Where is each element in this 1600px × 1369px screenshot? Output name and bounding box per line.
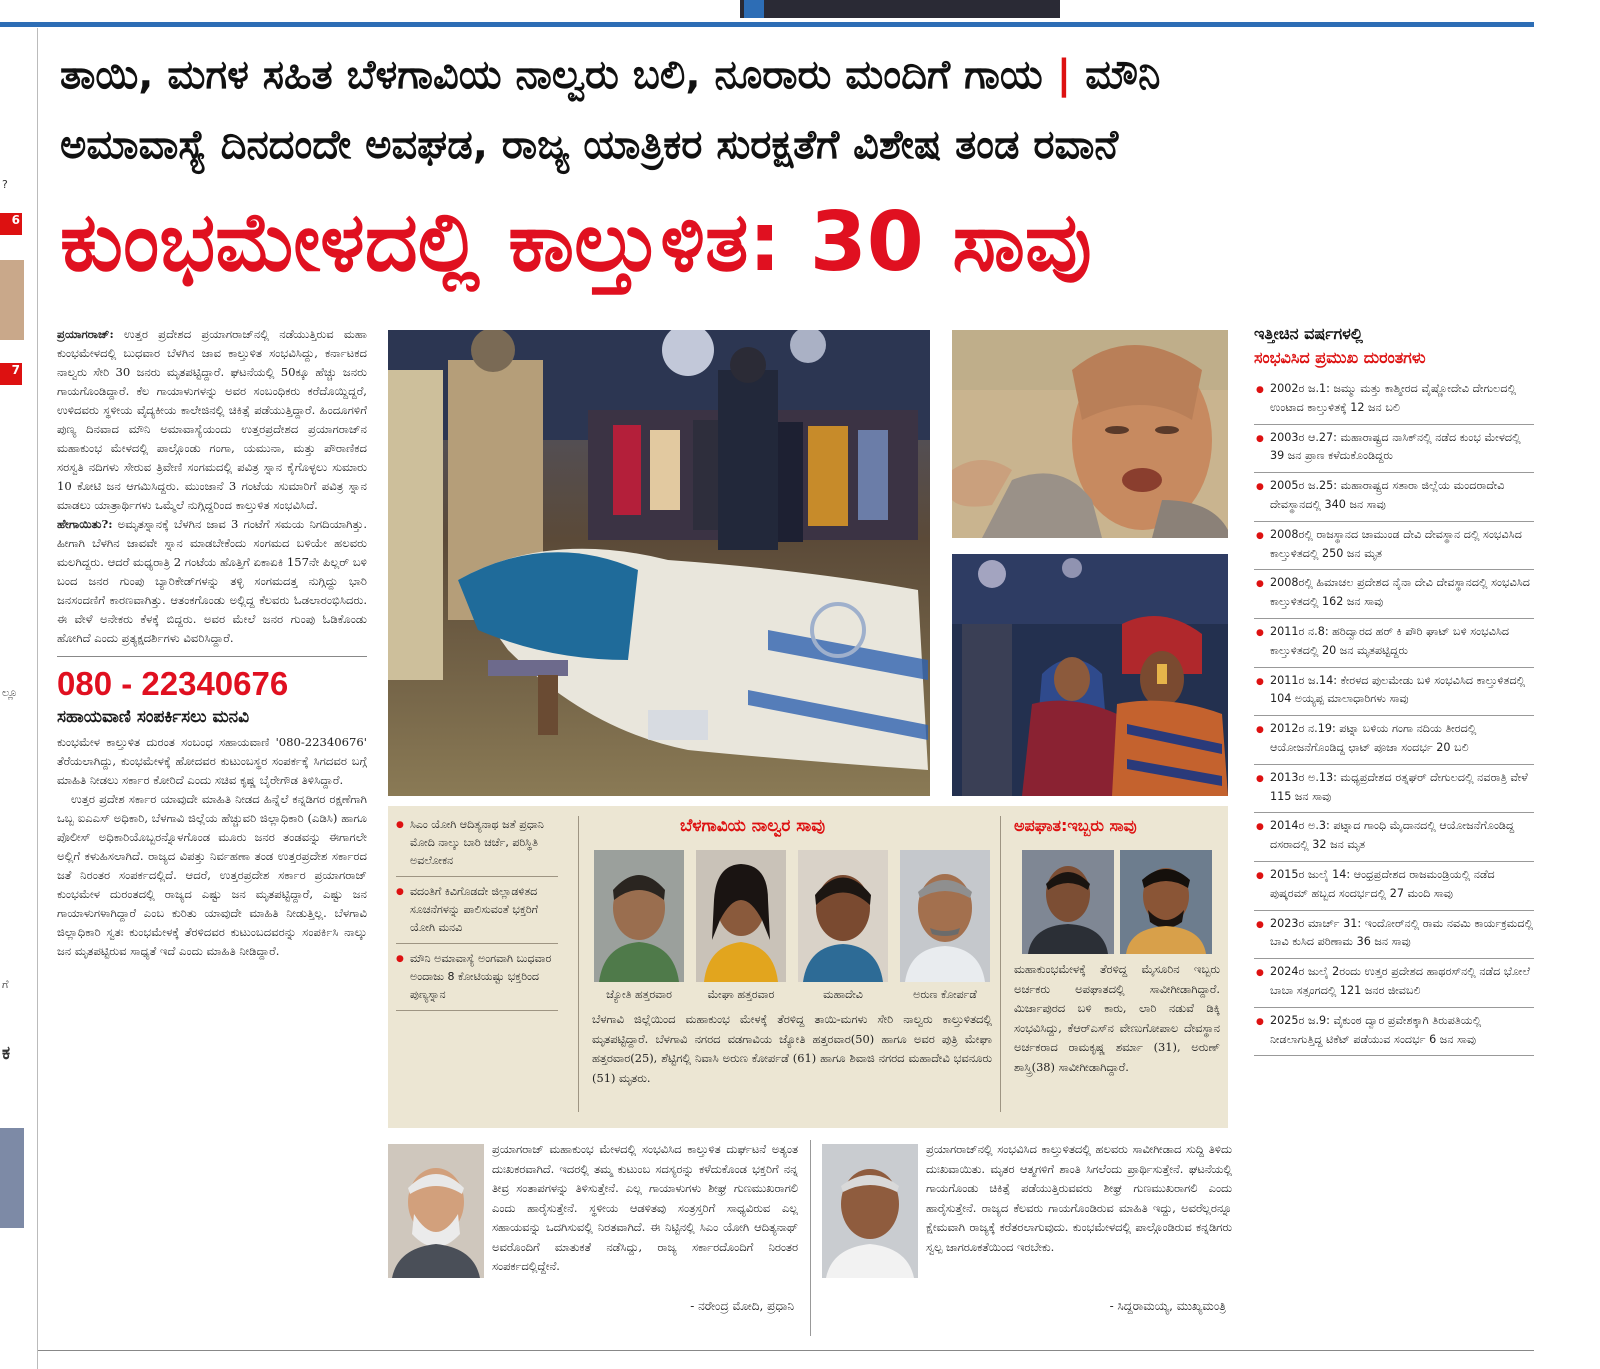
stampede-scene-photo bbox=[388, 330, 930, 796]
left-fragment: ಕ bbox=[2, 1043, 11, 1064]
priest-photo bbox=[1120, 850, 1212, 954]
victim-photo bbox=[594, 850, 684, 982]
tragedy-item: ● 2025ರ ಜ.9: ವೈಕುಂಠ ದ್ವಾರ ಪ್ರವೇಶಕ್ಕಾಗಿ ತಿರುಪತಿಯಲ್ಲಿ ನೀಡಲಾಗುತ್ತಿದ್ದ ಟಿಕೆಟ್ ಪಡೆಯುವ ಸಂದರ್ಭ 6 ಜನ ಸಾವು bbox=[1254, 1008, 1534, 1057]
top-masthead-strip bbox=[0, 0, 1600, 28]
priest-portrait-icon bbox=[1022, 850, 1114, 954]
story-paragraph bbox=[57, 325, 367, 515]
tragedy-item: ● 2005ರ ಜ.25: ಮಹಾರಾಷ್ಟ್ರದ ಸತಾರಾ ಜಿಲ್ಲೆಯ ಮಂದರಾದೇವಿ ದೇವಸ್ಥಾನದಲ್ಲಿ 340 ಜನ ಸಾವು bbox=[1254, 473, 1534, 522]
tragedy-item: ● 2012ರ ನ.19: ಪಟ್ನಾ ಬಳಿಯ ಗಂಗಾ ನದಿಯ ತೀರದಲ್ಲಿ ಆಯೋಜನೆಗೊಂಡಿದ್ದ ಛಾಟ್ ಪೂಜಾ ಸಂದರ್ಭ 20 ಬಲಿ bbox=[1254, 716, 1534, 765]
victim-photo bbox=[798, 850, 888, 982]
main-story-column bbox=[57, 325, 367, 961]
stampede-scene-illustration bbox=[388, 330, 930, 796]
victim-photo bbox=[696, 850, 786, 982]
story-text: ಉತ್ತರ ಪ್ರದೇಶದ ಪ್ರಯಾಗರಾಜ್‌ನಲ್ಲಿ ನಡೆಯುತ್ತಿರುವ ಮಹಾ ಕುಂಭಮೇಳದಲ್ಲಿ ಬುಧವಾರ ಬೆಳಗಿನ ಜಾವ ಕಾಲ್ತುಳಿತ ಸಂಭವಿಸಿದ್ದು, ಕರ್ನಾಟಕದ ನಾಲ್ವರು ಸೇರಿ 30 ಜನರು ಮೃತಪಟ್ಟಿದ್ದಾರೆ. ಘಟನೆಯಲ್ಲಿ 50ಕ್ಕೂ ಹೆಚ್ಚು ಜನರು ಗಾಯಗೊಂಡಿದ್ದಾರೆ. ಕೆಲ ಗಾಯಾಳುಗಳನ್ನು ಅವರ ಸಂಬಂಧಿಕರು ಕರೆದೊಯ್ದಿದ್ದರೆ, ಉಳಿದವರು ಸ್ಥಳೀಯ ವೈದ್ಯಕೀಯ ಕಾಲೇಜಿನಲ್ಲಿ ಚಿಕಿತ್ಸೆ ಪಡೆಯುತ್ತಿದ್ದಾರೆ. ಹಿಂದೂಗಳಿಗೆ ಪುಣ್ಯ ದಿನವಾದ ಮೌನಿ ಅಮಾವಾಸ್ಯೆಯಂದು ಉತ್ತರಪ್ರದೇಶದ ಪ್ರಯಾಗರಾಜ್‌ನ ಮಹಾಕುಂಭ ಮೇಳದಲ್ಲಿ ಪಾಲ್ಗೊಂಡು ಗಂಗಾ, ಯಮುನಾ, ಮತ್ತು ಪೌರಾಣಿಕದ ಸರಸ್ವತಿ ನದಿಗಳು ಸೇರುವ ತ್ರಿವೇಣಿ ಸಂಗಮದಲ್ಲಿ ಪವಿತ್ರ ಸ್ನಾನ ಕೈಗೊಳ್ಳಲು ಸುಮಾರು 10 ಕೋಟಿ ಜನ ಆಗಮಿಸಿದ್ದರು. ಮುಂಜಾನೆ 3 ಗಂಟೆಯ ಸುಮಾರಿಗೆ ಪವಿತ್ರ ಸ್ನಾನ ಮಾಡಲು ಯಾತ್ರಾರ್ಥಿಗಳು ಒಮ್ಮೆಲೆ ನುಗ್ಗಿದ್ದರಿಂದ ಕಾಲ್ತುಳಿತ ಸಂಭವಿಸಿದೆ. bbox=[57, 327, 367, 512]
cm-quote-signature: - ಸಿದ್ದರಾಮಯ್ಯ, ಮುಖ್ಯಮಂತ್ರಿ bbox=[1109, 1299, 1226, 1313]
quote-divider bbox=[810, 1140, 811, 1336]
tragedy-item: ● 2008ರಲ್ಲಿ ರಾಜಸ್ಥಾನದ ಚಾಮುಂಡ ದೇವಿ ದೇವಸ್ಥಾನ ದಲ್ಲಿ ಸಂಭವಿಸಿದ ಕಾಲ್ತುಳಿತದಲ್ಲಿ 250 ಜನ ಮೃತ bbox=[1254, 522, 1534, 571]
pm-quote-signature: - ನರೇಂದ್ರ ಮೋದಿ, ಪ್ರಧಾನಿ bbox=[690, 1299, 794, 1313]
left-fragment: ಲ್ಲೂ bbox=[2, 686, 18, 699]
story-subhead: ಹೇಗಾಯಿತು?: bbox=[57, 517, 113, 531]
victim-portrait-icon bbox=[696, 850, 786, 982]
past-tragedies-sidebar bbox=[1254, 322, 1534, 1056]
tragedy-item: ● 2015ರ ಜುಲೈ 14: ಆಂಧ್ರಪ್ರದೇಶದ ರಾಜಮಂಡ್ರಿಯಲ್ಲಿ ನಡೆದ ಪುಷ್ಕರಮ್ ಹಬ್ಬದ ಸಂದರ್ಭದಲ್ಲಿ 27 ಮಂದಿ ಸಾವು bbox=[1254, 862, 1534, 911]
kicker-separator: | bbox=[1056, 52, 1072, 98]
pilgrims-illustration bbox=[952, 554, 1228, 796]
accident-section-title: ಅಪಘಾತ:ಇಬ್ಬರು ಸಾವು bbox=[1014, 816, 1137, 835]
priest-portrait-icon bbox=[1120, 850, 1212, 954]
story-text: ಅಮೃತಸ್ನಾನಕ್ಕೆ ಬೆಳಗಿನ ಜಾವ 3 ಗಂಟೆಗೆ ಸಮಯ ನಿಗದಿಯಾಗಿತ್ತು. ಹೀಗಾಗಿ ಬೆಳಗಿನ ಜಾವವೇ ಸ್ನಾನ ಮಾಡಬೇಕೆಂದು ಸಂಗಮದ ಬಳಿಯೇ ಹಲವರು ಮಲಗಿದ್ದರು. ಆದರೆ ಮಧ್ಯರಾತ್ರಿ 2 ಗಂಟೆಯ ಹೊತ್ತಿಗೆ ಏಕಾಏಕಿ 157ನೇ ಪಿಲ್ಲರ್ ಬಳಿ ಬಂದ ಜನರ ಗುಂಪು ಬ್ಯಾರಿಕೇಡ್‌ಗಳನ್ನು ತಳ್ಳಿ ಸಂಗಮದತ್ತ ನುಗ್ಗಿದ್ದು ಭಾರಿ ಜನಸಂದಣಿಗೆ ಕಾರಣವಾಗಿತ್ತು. ಆತಂಕಗೊಂಡು ಅಲ್ಲಿದ್ದ ಕೆಲವರು ಓಡಲಾರಂಭಿಸಿದರು. ಈ ವೇಳೆ ಅನೇಕರು ಕೆಳಕ್ಕೆ ಬಿದ್ದರು. ಅವರ ಮೇಲೆ ಜನರ ಗುಂಪು ಓಡಿಕೊಂಡು ಹೋಗಿದೆ ಎಂದು ಪ್ರತ್ಯಕ್ಷದರ್ಶಿಗಳು ವಿವರಿಸಿದ್ದಾರೆ. bbox=[57, 517, 368, 645]
left-adjacent-page-strip bbox=[0, 28, 38, 1369]
tragedy-item: ● 2014ರ ಅ.3: ಪಟ್ನಾದ ಗಾಂಧಿ ಮೈದಾನದಲ್ಲಿ ಆಯೋಜನೆಗೊಂಡಿದ್ದ ದಸರಾದಲ್ಲಿ 32 ಜನ ಮೃತ bbox=[1254, 813, 1534, 862]
priest-photo bbox=[1022, 850, 1114, 954]
cm-portrait-icon bbox=[822, 1144, 918, 1278]
box-divider bbox=[1000, 816, 1001, 1112]
victim-name: ಅರುಣ ಕೋರ್ಪಡೆ bbox=[913, 988, 977, 1001]
tragedy-item: ● 2011ರ ಜ.14: ಕೇರಳದ ಪುಲಮೇಡು ಬಳಿ ಸಂಭವಿಸಿದ ಕಾಲ್ತುಳಿತದಲ್ಲಿ 104 ಅಯ್ಯಪ್ಪ ಮಾಲಾಧಾರಿಗಳು ಸಾವು bbox=[1254, 668, 1534, 717]
helpline-number: 080 - 22340676 bbox=[57, 665, 289, 702]
cm-quote-block bbox=[822, 1140, 1232, 1340]
main-headline: ಕುಂಭಮೇಳದಲ್ಲಿ ಕಾಲ್ತುಳಿತ: 30 ಸಾವು bbox=[60, 195, 1092, 290]
helpline-paragraph: ಉತ್ತರ ಪ್ರದೇಶ ಸರ್ಕಾರ ಯಾವುದೇ ಮಾಹಿತಿ ನೀಡದ ಹಿನ್ನೆಲೆ ಕನ್ನಡಿಗರ ರಕ್ಷಣೆಗಾಗಿ ಒಬ್ಬ ಐಎಎಸ್ ಅಧಿಕಾರಿ, ಬೆಳಗಾವಿ ಜಿಲ್ಲೆಯ ಹೆಚ್ಚುವರಿ ಜಿಲ್ಲಾಧಿಕಾರಿ (ಎಡಿಸಿ) ಹಾಗೂ ಪೊಲೀಸ್ ಅಧಿಕಾರಿಯೊಬ್ಬರನ್ನೊಳಗೊಂಡ ಮೂರು ಜನರ ತಂಡವನ್ನು ಈಗಾಗಲೇ ಅಲ್ಲಿಗೆ ಕಳುಹಿಸಲಾಗಿದೆ. ರಾಜ್ಯದ ವಿಪತ್ತು ನಿರ್ವಹಣಾ ತಂಡ ಉತ್ತರಪ್ರದೇಶ ಸರ್ಕಾರದ ಜತೆ ನಿರಂತರ ಸಂಪರ್ಕದಲ್ಲಿದೆ. ಆದರೆ, ಉತ್ತರಪ್ರದೇಶ ಸರ್ಕಾರ ಪ್ರಯಾಗರಾಜ್ ಕುಂಭಮೇಳ ದುರಂತದಲ್ಲಿ ರಾಜ್ಯದ ಎಷ್ಟು ಜನ ಮೃತಪಟ್ಟಿದ್ದಾರೆ, ಎಷ್ಟು ಜನ ಗಾಯಾಳುಗಳಾಗಿದ್ದಾರೆ ಎಂಬ ಕುರಿತು ಯಾವುದೇ ಮಾಹಿತಿ ನೀಡುತ್ತಿಲ್ಲ. ಬೆಳಗಾವಿ ಜಿಲ್ಲಾಧಿಕಾರಿ ಸ್ವತಃ ಕುಂಭಮೇಳಕ್ಕೆ ತೆರಳಿದವರ ಕುಟುಂಬದವರನ್ನು ಸಂಪರ್ಕಿಸಿ ನಾಲ್ಕು ಜನ ಮೃತಪಟ್ಟಿರುವ ಸಾಧ್ಯತೆ ಇದೆ ಎಂದು ಮಾಹಿತಿ ನೀಡಿದ್ದಾರೆ. bbox=[57, 792, 367, 958]
masthead-logo-icon bbox=[744, 0, 764, 18]
tragedy-item: ● 2024ರ ಜುಲೈ 2ರಂದು ಉತ್ತರ ಪ್ರದೇಶದ ಹಾಥರಸ್‌ನಲ್ಲಿ ನಡೆದ ಭೋಲೆ ಬಾಬಾ ಸತ್ಸಂಗದಲ್ಲಿ 121 ಜನರ ಜೀವಬಲಿ bbox=[1254, 959, 1534, 1008]
tragedy-item: ● 2023ರ ಮಾರ್ಚ್ 31: ಇಂದೋರ್‌ನಲ್ಲಿ ರಾಮ ನವಮಿ ಕಾರ್ಯಕ್ರಮದಲ್ಲಿ ಬಾವಿ ಕುಸಿದ ಪರಿಣಾಮ 36 ಜನ ಸಾವು bbox=[1254, 911, 1534, 960]
masthead-blue-rule bbox=[0, 22, 1534, 27]
bullet-item: ● ಸಿಎಂ ಯೋಗಿ ಆದಿತ್ಯನಾಥ ಜತೆ ಪ್ರಧಾನಿ ಮೋದಿ ನಾಲ್ಕು ಬಾರಿ ಚರ್ಚೆ, ಪರಿಸ್ಥಿತಿ ಅವಲೋಕನ bbox=[396, 816, 558, 877]
left-photo-thumb bbox=[0, 260, 24, 340]
victim-name: ಜ್ಯೋತಿ ಹತ್ತರವಾರ bbox=[606, 988, 672, 1001]
victim-name: ಮಹಾದೇವಿ bbox=[823, 988, 863, 1001]
accident-text: ಮಹಾಕುಂಭಮೇಳಕ್ಕೆ ತೆರಳಿದ್ದ ಮೈಸೂರಿನ ಇಬ್ಬರು ಅರ್ಚಕರು ಅಪಘಾತದಲ್ಲಿ ಸಾವೀಗೀಡಾಗಿದ್ದಾರೆ. ಮಿರ್ಜಾಪುರದ ಬಳಿ ಕಾರು, ಲಾರಿ ನಡುವೆ ಡಿಕ್ಕಿ ಸಂಭವಿಸಿದ್ದು, ಕೆಆರ್‌ಎಸ್‌ನ ವೇಣುಗೋಪಾಲ ದೇವಸ್ಥಾನ ಅರ್ಚಕರಾದ ರಾಮಕೃಷ್ಣ ಶರ್ಮಾ (31), ಅರುಣ್ ಶಾಸ್ತ್ರಿ(38) ಸಾವೀಗೀಡಾಗಿದ್ದಾರೆ. bbox=[1014, 962, 1220, 1074]
bullet-item: ● ಮೌನಿ ಅಮಾವಾಸ್ಯೆ ಅಂಗವಾಗಿ ಬುಧವಾರ ಅಂದಾಜು 8 ಕೋಟಿಯಷ್ಟು ಭಕ್ತರಿಂದ ಪುಣ್ಯಸ್ನಾನ bbox=[396, 950, 558, 1011]
left-red-badge: 6 bbox=[0, 213, 22, 235]
left-photo-thumb bbox=[0, 1128, 24, 1228]
victim-portrait-icon bbox=[594, 850, 684, 982]
pm-quote-text: ಪ್ರಯಾಗರಾಜ್ ಮಹಾಕುಂಭ ಮೇಳದಲ್ಲಿ ಸಂಭವಿಸಿದ ಕಾಲ್ತುಳಿತ ದುರ್ಘಟನೆ ಅತ್ಯಂತ ದುಃಖಕರವಾಗಿದೆ. ಇದರಲ್ಲಿ ತಮ್ಮ ಕುಟುಂಬ ಸದಸ್ಯರನ್ನು ಕಳೆದುಕೊಂಡ ಭಕ್ತರಿಗೆ ನನ್ನ ತೀವ್ರ ಸಂತಾಪಗಳನ್ನು ತಿಳಿಸುತ್ತೇನೆ. ಎಲ್ಲ ಗಾಯಾಳುಗಳು ಶೀಘ್ರ ಗುಣಮುಖರಾಗಲಿ ಎಂದು ಹಾರೈಸುತ್ತೇನೆ. ಸ್ಥಳೀಯ ಆಡಳಿತವು ಸಂತ್ರಸ್ತರಿಗೆ ಸಾಧ್ಯವಿರುವ ಎಲ್ಲ ಸಹಾಯವನ್ನು ಒದಗಿಸುವಲ್ಲಿ ನಿರತವಾಗಿದೆ. ಈ ನಿಟ್ಟಿನಲ್ಲಿ ಸಿಎಂ ಯೋಗಿ ಆದಿತ್ಯನಾಥ್ ಅವರೊಂದಿಗೆ ಮಾತುಕತೆ ನಡೆಸಿದ್ದು, ರಾಜ್ಯ ಸರ್ಕಾರದೊಂದಿಗೆ ನಿರಂತರ ಸಂಪರ್ಕದಲ್ಲಿದ್ದೇನೆ. bbox=[492, 1142, 798, 1273]
kicker-text: ಮೌನಿ bbox=[1085, 52, 1161, 98]
dateline: ಪ್ರಯಾಗರಾಜ್: bbox=[57, 327, 114, 341]
bullet-item: ● ವದಂತಿಗೆ ಕಿವಿಗೊಡದೇ ಜಿಲ್ಲಾಡಳಿತದ ಸೂಚನೆಗಳನ್ನು ಪಾಲಿಸುವಂತೆ ಭಕ್ತರಿಗೆ ಯೋಗಿ ಮನವಿ bbox=[396, 883, 558, 944]
tragedy-item: ● 2008ರಲ್ಲಿ ಹಿಮಾಚಲ ಪ್ರದೇಶದ ನೈನಾ ದೇವಿ ದೇವಸ್ಥಾನದಲ್ಲಿ ಸಂಭವಿಸಿದ ಕಾಲ್ತುಳಿತದಲ್ಲಿ 162 ಜನ ಸಾವು bbox=[1254, 570, 1534, 619]
left-fragment: ಗೆ bbox=[2, 978, 9, 991]
pm-portrait-icon bbox=[388, 1144, 484, 1278]
grieving-woman-illustration bbox=[952, 330, 1228, 538]
masthead-dark-band bbox=[740, 0, 1060, 18]
left-red-badge: 7 bbox=[0, 363, 22, 385]
kicker-line-2: ಅಮಾವಾಸ್ಯೆ ದಿನದಂದೇ ಅವಘಡ, ರಾಜ್ಯ ಯಾತ್ರಿಕರ ಸುರಕ್ಷತೆಗೆ ವಿಶೇಷ ತಂಡ ರವಾನೆ bbox=[60, 122, 1119, 168]
story-paragraph bbox=[57, 515, 367, 648]
kicker-text: ತಾಯಿ, ಮಗಳ ಸಹಿತ ಬೆಳಗಾವಿಯ ನಾಲ್ವರು ಬಲಿ, ನೂರಾರು ಮಂದಿಗೆ ಗಾಯ bbox=[60, 52, 1043, 98]
tragedy-item: ● 2011ರ ನ.8: ಹರಿದ್ವಾರದ ಹರ್ ಕಿ ಪೌರಿ ಘಾಟ್ ಬಳಿ ಸಂಭವಿಸಿದ ಕಾಲ್ತುಳಿತದಲ್ಲಿ 20 ಜನ ಮೃತಪಟ್ಟಿದ್ದರು bbox=[1254, 619, 1534, 668]
page-bottom-rule bbox=[38, 1350, 1534, 1351]
tragedy-item: ● 2002ರ ಜ.1: ಜಮ್ಮು ಮತ್ತು ಕಾಶ್ಮೀರದ ವೈಷ್ಣೋದೇವಿ ದೇಗುಲದಲ್ಲಿ ಉಂಟಾದ ಕಾಲ್ತುಳಿತಕ್ಕೆ 12 ಜನ ಬಲಿ bbox=[1254, 376, 1534, 425]
belagavi-section-title: ಬೆಳಗಾವಿಯ ನಾಲ್ವರ ಸಾವು bbox=[680, 816, 826, 836]
helpline-heading: ಸಹಾಯವಾಣಿ ಸಂಪರ್ಕಿಸಲು ಮನವಿ bbox=[57, 707, 250, 727]
box-divider bbox=[578, 816, 579, 1112]
tragedy-item: ● 2013ರ ಅ.13: ಮಧ್ಯಪ್ರದೇಶದ ರತ್ನಘರ್ ದೇಗುಲದಲ್ಲಿ ನವರಾತ್ರಿ ವೇಳೆ 115 ಜನ ಸಾವು bbox=[1254, 765, 1534, 814]
kicker-line-1 bbox=[60, 44, 1540, 106]
cm-portrait-photo bbox=[822, 1144, 918, 1278]
belagavi-victims-text: ಬೆಳಗಾವಿ ಜಿಲ್ಲೆಯಿಂದ ಮಹಾಕುಂಭ ಮೇಳಕ್ಕೆ ತೆರಳಿದ್ದ ತಾಯಿ-ಮಗಳು ಸೇರಿ ನಾಲ್ವರು ಕಾಲ್ತುಳಿತದಲ್ಲಿ ಮೃತಪಟ್ಟಿದ್ದಾರೆ. ಬೆಳಗಾವಿ ನಗರದ ವಡಗಾವಿಯ ಜ್ಯೋತಿ ಹತ್ತರವಾರ(50) ಹಾಗೂ ಅವರ ಪುತ್ರಿ ಮೇಘಾ ಹತ್ತರವಾರ(25), ಶೆಟ್ಟಿಗಲ್ಲಿ ನಿವಾಸಿ ಅರುಣ ಕೋರ್ಪಡೆ (61) ಹಾಗೂ ಶಿವಾಜಿ ನಗರದ ಮಹಾದೇವಿ ಭವನೂರು (51) ಮೃತರು. bbox=[592, 1012, 992, 1085]
victim-portrait-icon bbox=[900, 850, 990, 982]
cm-quote-text: ಪ್ರಯಾಗರಾಜ್‌ನಲ್ಲಿ ಸಂಭವಿಸಿದ ಕಾಲ್ತುಳಿತದಲ್ಲಿ ಹಲವರು ಸಾವೀಗೀಡಾದ ಸುದ್ದಿ ತಿಳಿದು ದುಃಖವಾಯಿತು. ಮೃತರ ಆತ್ಮಗಳಿಗೆ ಶಾಂತಿ ಸಿಗಲೆಂದು ಪ್ರಾರ್ಥಿಸುತ್ತೇನೆ. ಘಟನೆಯಲ್ಲಿ ಗಾಯಗೊಂಡು ಚಿಕಿತ್ಸೆ ಪಡೆಯುತ್ತಿರುವವರು ಶೀಘ್ರ ಗುಣಮುಖರಾಗಲಿ ಎಂದು ಹಾರೈಸುತ್ತೇನೆ. ರಾಜ್ಯದ ಕೆಲವರು ಗಾಯಗೊಂಡಿರುವ ಮಾಹಿತಿ ಇದ್ದು, ಅವರೆಲ್ಲರನ್ನೂ ಕ್ಷೇಮವಾಗಿ ರಾಜ್ಯಕ್ಕೆ ಕರೆತರಲಾಗುವುದು. ಕುಂಭಮೇಳದಲ್ಲಿ ಪಾಲ್ಗೊಂಡಿರುವ ಕನ್ನಡಿಗರು ಸ್ವಲ್ಪ ಜಾಗರೂಕತೆಯಿಂದ ಇರಬೇಕು. bbox=[926, 1142, 1232, 1254]
pilgrims-photo bbox=[952, 554, 1228, 796]
pm-quote-block bbox=[388, 1140, 800, 1340]
pm-portrait-photo bbox=[388, 1144, 484, 1278]
left-fragment: ? bbox=[2, 178, 8, 191]
victim-portrait-icon bbox=[798, 850, 888, 982]
sidebar-heading: ಇತ್ತೀಚಿನ ವರ್ಷಗಳಲ್ಲಿ bbox=[1254, 324, 1363, 343]
belagavi-victims-box bbox=[388, 806, 1228, 1128]
column-divider bbox=[57, 656, 367, 657]
victim-name: ಮೇಘಾ ಹತ್ತರವಾರ bbox=[707, 988, 775, 1001]
sidebar-subheading: ಸಂಭವಿಸಿದ ಪ್ರಮುಖ ದುರಂತಗಳು bbox=[1254, 348, 1426, 367]
helpline-paragraph: ಕುಂಭಮೇಳ ಕಾಲ್ತುಳಿತ ದುರಂತ ಸಂಬಂಧ ಸಹಾಯವಾಣಿ '080-22340676' ತೆರೆಯಲಾಗಿದ್ದು, ಕುಂಭಮೇಳಕ್ಕೆ ಹೋದವರ ಕುಟುಂಬಸ್ಥರ ಸಂಪರ್ಕಕ್ಕೆ ಸಿಗದವರ ಬಗ್ಗೆ ಮಾಹಿತಿ ನೀಡಲು ಸರ್ಕಾರ ಕೋರಿದೆ ಎಂದು ಸಚಿವ ಕೃಷ್ಣ ಬೈರೇಗೌಡ ತಿಳಿಸಿದ್ದಾರೆ. bbox=[57, 735, 367, 787]
grieving-woman-photo bbox=[952, 330, 1228, 538]
victim-photo bbox=[900, 850, 990, 982]
highlight-bullets bbox=[396, 816, 558, 1017]
tragedy-item: ● 2003ರ ಆ.27: ಮಹಾರಾಷ್ಟ್ರದ ನಾಸಿಕ್‌ನಲ್ಲಿ ನಡೆದ ಕುಂಭ ಮೇಳದಲ್ಲಿ 39 ಜನ ಪ್ರಾಣ ಕಳೆದುಕೊಂಡಿದ್ದರು bbox=[1254, 425, 1534, 474]
